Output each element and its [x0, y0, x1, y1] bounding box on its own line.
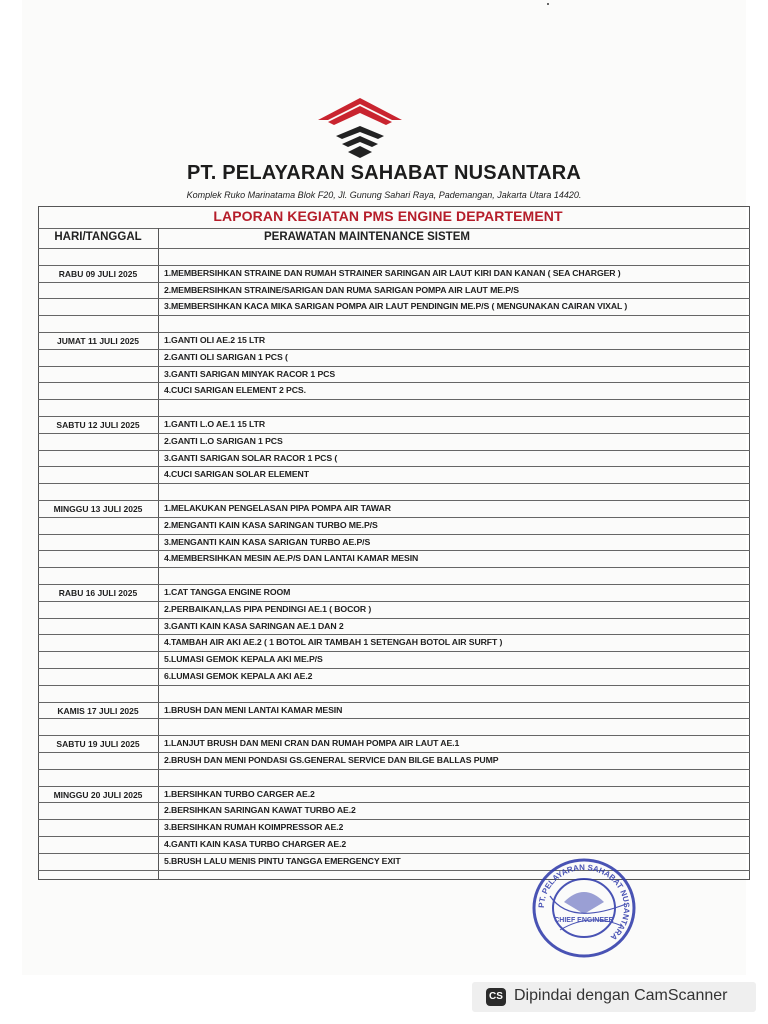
table-row-line — [38, 433, 750, 434]
row-task: 2.GANTI OLI SARIGAN 1 PCS ( — [164, 352, 288, 362]
column-header-date: HARI/TANGGAL — [54, 231, 142, 243]
row-task: 5.BRUSH LALU MENIS PINTU TANGGA EMERGENCY EXIT — [164, 856, 401, 866]
scan-speck — [547, 3, 549, 5]
table-row-line — [38, 483, 750, 484]
table-row-line — [38, 315, 750, 316]
table-row-line — [38, 634, 750, 635]
table-divider — [38, 228, 750, 229]
table-row-line — [38, 349, 750, 350]
row-date: SABTU 19 JULI 2025 — [56, 739, 140, 749]
table-row-line — [38, 265, 750, 266]
table-row-line — [38, 853, 750, 854]
row-date: MINGGU 13 JULI 2025 — [53, 504, 143, 514]
table-row-line — [38, 399, 750, 400]
table-row-line — [38, 668, 750, 669]
row-task: 4.CUCI SARIGAN SOLAR ELEMENT — [164, 469, 309, 479]
table-row-line — [38, 500, 750, 501]
row-task: 3.MEMBERSIHKAN KACA MIKA SARIGAN POMPA AIR LAUT PENDINGIN ME.P/S ( MENGUNAKAN CAIRAN VIXAL ) — [164, 301, 628, 311]
row-task: 4.GANTI KAIN KASA TURBO CHARGER AE.2 — [164, 839, 347, 849]
company-stamp — [530, 856, 638, 960]
row-task: 4.TAMBAH AIR AKI AE.2 ( 1 BOTOL AIR TAMBAH 1 SETENGAH BOTOL AIR SURFT ) — [164, 637, 503, 647]
company-name: PT. PELAYARAN SAHABAT NUSANTARA — [186, 162, 581, 184]
row-task: 2.PERBAIKAN,LAS PIPA PENDINGI AE.1 ( BOCOR ) — [164, 604, 372, 614]
row-task: 1.LANJUT BRUSH DAN MENI CRAN DAN RUMAH POMPA AIR LAUT AE.1 — [164, 738, 460, 748]
table-row-line — [38, 685, 750, 686]
table-row-line — [38, 752, 750, 753]
row-task: 1.MELAKUKAN PENGELASAN PIPA POMPA AIR TAWAR — [164, 503, 391, 513]
table-row-line — [38, 248, 750, 249]
camscanner-text: Dipindai dengan CamScanner — [514, 987, 728, 1004]
table-row-line — [38, 769, 750, 770]
row-date: JUMAT 11 JULI 2025 — [56, 336, 140, 346]
row-task: 2.GANTI L.O SARIGAN 1 PCS — [164, 436, 283, 446]
camscanner-watermark — [472, 982, 756, 1012]
table-row-line — [38, 382, 750, 383]
row-task: 1.MEMBERSIHKAN STRAINE DAN RUMAH STRAINER SARINGAN AIR LAUT KIRI DAN KANAN ( SEA CHARGER ) — [164, 268, 621, 278]
row-date: RABU 09 JULI 2025 — [58, 269, 138, 279]
stamp-center-text: CHIEF ENGINEER — [554, 917, 614, 924]
camscanner-icon: CS — [486, 988, 506, 1006]
table-row-line — [38, 366, 750, 367]
row-task: 4.MEMBERSIHKAN MESIN AE.P/S DAN LANTAI KAMAR MESIN — [164, 553, 419, 563]
table-row-line — [38, 584, 750, 585]
table-row-line — [38, 702, 750, 703]
table-row-line — [38, 601, 750, 602]
row-task: 3.GANTI SARIGAN SOLAR RACOR 1 PCS ( — [164, 453, 338, 463]
table-row-line — [38, 735, 750, 736]
company-logo — [316, 96, 404, 160]
row-task: 3.MENGANTI KAIN KASA SARIGAN TURBO AE.P/S — [164, 537, 371, 547]
table-row-line — [38, 718, 750, 719]
row-date: KAMIS 17 JULI 2025 — [57, 706, 139, 716]
column-divider — [158, 228, 159, 880]
table-row-line — [38, 517, 750, 518]
table-row-line — [38, 466, 750, 467]
table-row-line — [38, 836, 750, 837]
row-task: 2.BRUSH DAN MENI PONDASI GS.GENERAL SERVICE DAN BILGE BALLAS PUMP — [164, 755, 499, 765]
row-task: 5.LUMASI GEMOK KEPALA AKI ME.P/S — [164, 654, 323, 664]
row-task: 1.GANTI OLI AE.2 15 LTR — [164, 335, 265, 345]
report-title: LAPORAN KEGIATAN PMS ENGINE DEPARTEMENT — [213, 208, 563, 224]
row-task: 1.GANTI L.O AE.1 15 LTR — [164, 419, 265, 429]
row-date: MINGGU 20 JULI 2025 — [53, 790, 143, 800]
table-row-line — [38, 567, 750, 568]
column-header-work: PERAWATAN MAINTENANCE SISTEM — [264, 231, 470, 243]
row-date: RABU 16 JULI 2025 — [58, 588, 138, 598]
stamp-ring-text: PT. PELAYARAN SAHABAT NUSANTARA — [536, 862, 632, 942]
table-row-line — [38, 282, 750, 283]
row-task: 4.CUCI SARIGAN ELEMENT 2 PCS. — [164, 385, 306, 395]
table-row-line — [38, 618, 750, 619]
table-row-line — [38, 786, 750, 787]
row-task: 2.MENGANTI KAIN KASA SARINGAN TURBO ME.P/S — [164, 520, 378, 530]
row-task: 1.BERSIHKAN TURBO CARGER AE.2 — [164, 789, 315, 799]
company-address: Komplek Ruko Marinatama Blok F20, Jl. Gunung Sahari Raya, Pademangan, Jakarta Utara 14420. — [186, 190, 582, 200]
row-task: 3.GANTI KAIN KASA SARINGAN AE.1 DAN 2 — [164, 621, 344, 631]
table-row-line — [38, 332, 750, 333]
table-row-line — [38, 298, 750, 299]
row-task: 1.BRUSH DAN MENI LANTAI KAMAR MESIN — [164, 705, 343, 715]
table-row-line — [38, 450, 750, 451]
table-row-line — [38, 870, 750, 871]
table-row-line — [38, 802, 750, 803]
row-task: 2.MEMBERSIHKAN STRAINE/SARIGAN DAN RUMA SARIGAN POMPA AIR LAUT ME.P/S — [164, 285, 519, 295]
row-task: 1.CAT TANGGA ENGINE ROOM — [164, 587, 291, 597]
row-task: 2.BERSIHKAN SARINGAN KAWAT TURBO AE.2 — [164, 805, 356, 815]
table-row-line — [38, 534, 750, 535]
row-task: 6.LUMASI GEMOK KEPALA AKI AE.2 — [164, 671, 313, 681]
table-row-line — [38, 550, 750, 551]
table-row-line — [38, 416, 750, 417]
table-row-line — [38, 819, 750, 820]
row-date: SABTU 12 JULI 2025 — [56, 420, 140, 430]
table-row-line — [38, 651, 750, 652]
row-task: 3.BERSIHKAN RUMAH KOIMPRESSOR AE.2 — [164, 822, 344, 832]
row-task: 3.GANTI SARIGAN MINYAK RACOR 1 PCS — [164, 369, 336, 379]
